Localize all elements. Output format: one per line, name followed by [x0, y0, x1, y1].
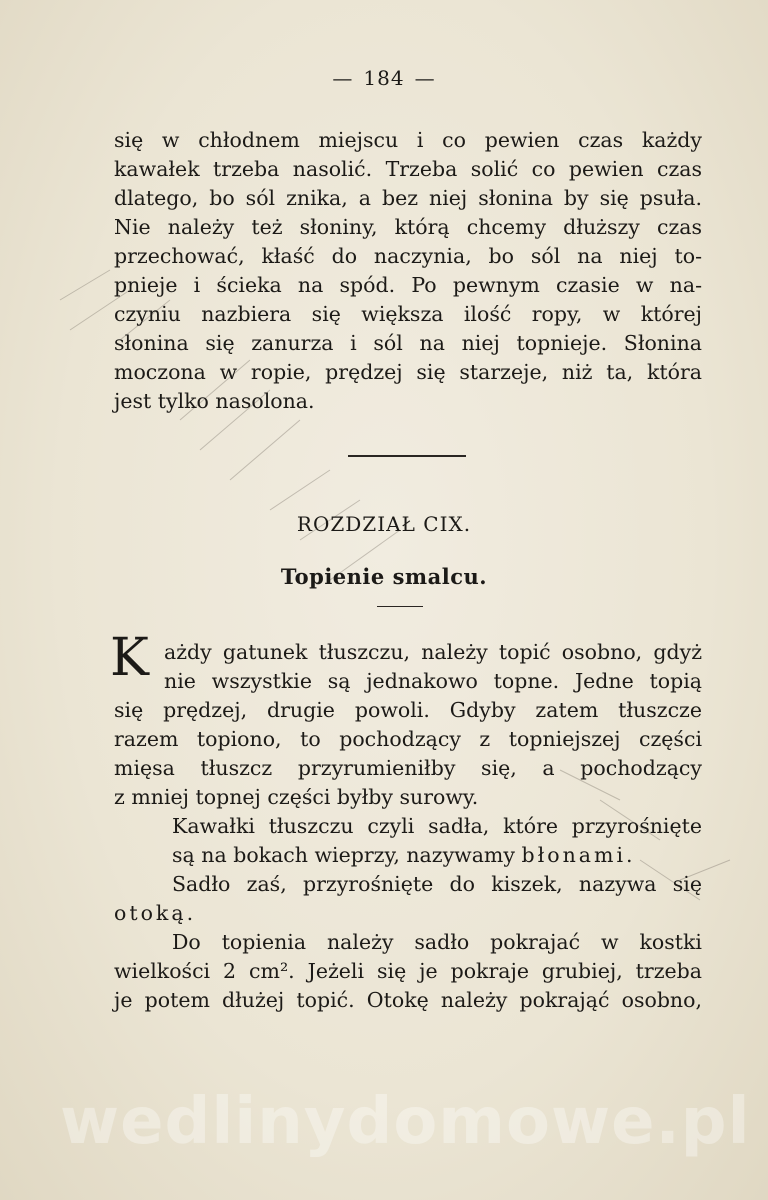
text-line: wielkości 2 cm². Jeżeli się je pokraje grubiej, trzeba [114, 959, 702, 983]
text-line: się prędzej, drugie powoli. Gdyby zatem tłuszcze [114, 698, 702, 722]
section-title: Topienie smalcu. [280, 564, 488, 589]
text-line: z mniej topnej części byłby surowy. [114, 785, 479, 809]
text-line: nie wszystkie są jednakowo topne. Jedne topią [164, 669, 702, 693]
text-line: się w chłodnem miejscu i co pewien czas każdy [114, 128, 702, 152]
text-line: Sadło zaś, przyrośnięte do kiszek, nazywa się [172, 872, 702, 896]
text-line: dlatego, bo sól znika, a bez niej słonina by się psuła. [114, 186, 702, 210]
text-line: Do topienia należy sadło pokrajać w kostki [172, 930, 702, 954]
text-line: mięsa tłuszcz przyrumieniłby się, a pochodzący [114, 756, 702, 780]
text-line: ażdy gatunek tłuszczu, należy topić osobno, gdyż [164, 640, 702, 664]
paragraph-continuation [114, 126, 702, 416]
text-line: Kawałki tłuszczu czyli sadła, które przyrośnięte [172, 814, 702, 838]
spaced-term: otoką. [114, 901, 197, 925]
drop-cap: K [110, 628, 149, 688]
page-number: — 184 — [332, 66, 436, 90]
text-line: przechować, kłaść do naczynia, bo sól na niej to- [114, 244, 702, 268]
text-line: kawałek trzeba nasolić. Trzeba solić co pewien czas [114, 157, 702, 181]
text-line: czyniu nazbiera się większa ilość ropy, w której [114, 302, 702, 326]
text-line: razem topiono, to pochodzący z topniejszej części [114, 727, 702, 751]
chapter-title: ROZDZIAŁ CIX. [296, 512, 472, 536]
text-line: pnieje i ścieka na spód. Po pewnym czasie w na- [114, 273, 702, 297]
text-line: moczona w ropie, prędzej się starzeje, niż ta, która [114, 360, 702, 384]
site-watermark: wedlinydomowe.pl [60, 1085, 751, 1159]
body-text [114, 638, 702, 1015]
text-line: je potem dłużej topić. Otokę należy pokrająć osobno, [114, 988, 702, 1012]
title-underline-rule [377, 606, 423, 607]
text-line [114, 899, 702, 928]
text-line: jest tylko nasolona. [114, 389, 315, 413]
text-line: Nie należy też słoniny, którą chcemy dłuższy czas [114, 215, 702, 239]
text-line: są na bokach wieprzy, nazywamy błonami. [172, 843, 636, 867]
section-separator-rule [348, 455, 466, 457]
spaced-term: błonami. [521, 843, 636, 867]
text-line: słonina się zanurza i sól na niej topnieje. Słonina [114, 331, 702, 355]
